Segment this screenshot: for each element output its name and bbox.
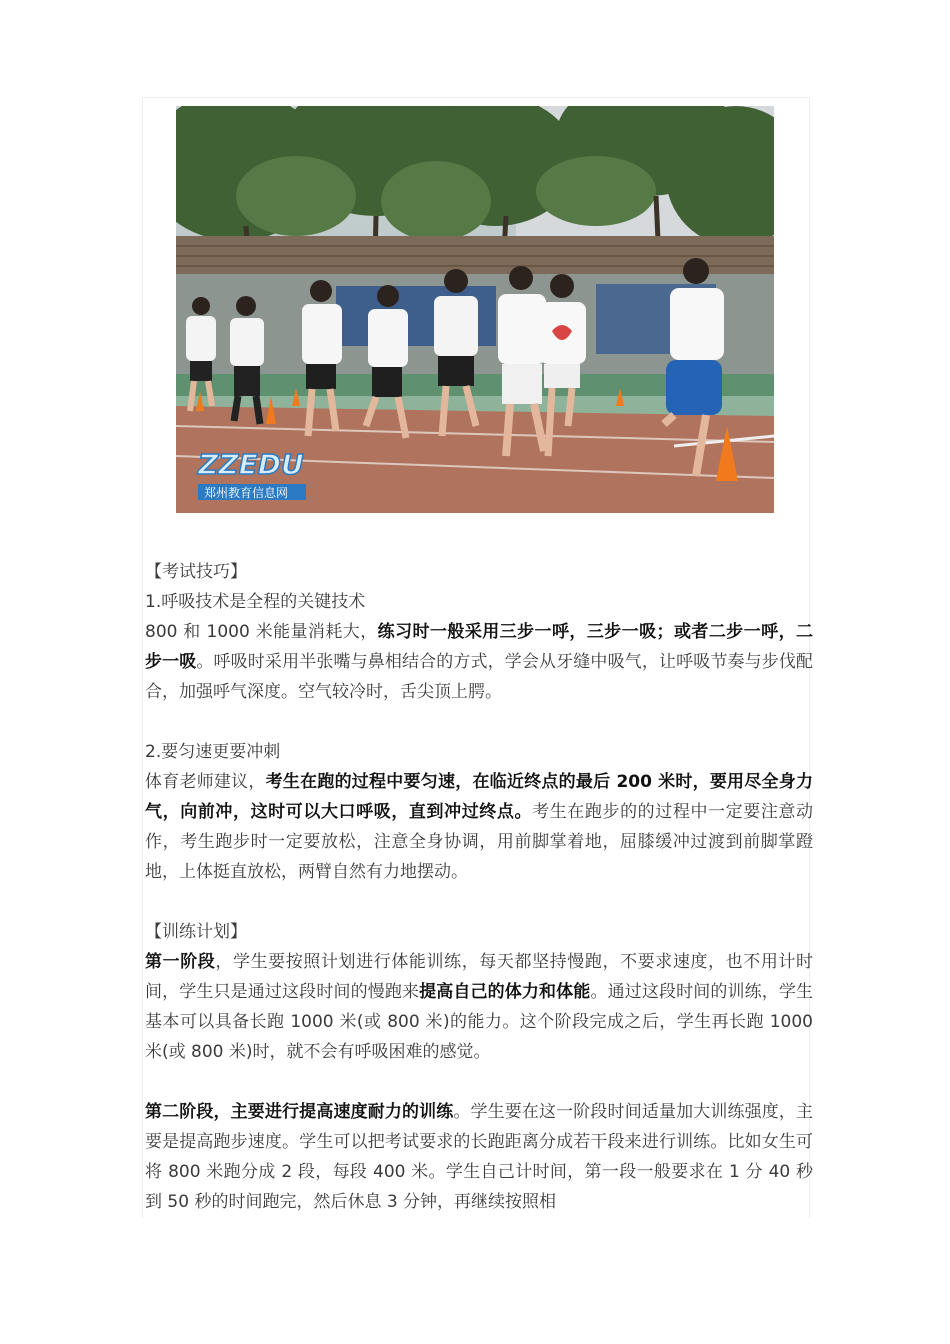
plan-heading: 【训练计划】: [145, 922, 247, 942]
tip1-title: 1.呼吸技术是全程的关键技术: [145, 592, 366, 612]
zzedu-logo: [197, 448, 306, 500]
photo-illustration: [176, 106, 774, 513]
logo-text: ZZEDU: [198, 448, 304, 481]
stage1-emphasis: 提高自己的体力和体能: [419, 982, 591, 1002]
stage2-paragraph: 第二阶段，主要进行提高速度耐力的训练。学生要在这一阶段时间适量加大训练强度，主要是提高跑步速度。学生可以把考试要求的长跑距离分成若干段来进行训练。比如女生可将 800 米跑分成 2 段，每段 400 米。学生自己计时间，第一段一般要求在 1 分 40 秒到 50 秒的时间跑完，然后休息 3 分钟，再继续按照相: [145, 1102, 814, 1212]
tip1-paragraph: 800 和 1000 米能量消耗大，练习时一般采用三步一呼，三步一吸；或者二步一呼，二步一吸。呼吸时采用半张嘴与鼻相结合的方式，学会从牙缝中吸气，让呼吸节奏与步伐配合，加强呼气深度。空气较冷时，舌尖顶上腭。: [145, 622, 814, 702]
stage1-label: 第一阶段: [145, 952, 216, 972]
stage1-paragraph: 第一阶段，学生要按照计划进行体能训练，每天都坚持慢跑，不要求速度，也不用计时间，学生只是通过这段时间的慢跑来提高自己的体力和体能。通过这段时间的训练，学生基本可以具备长跑 1000 米(或 800 米)的能力。这个阶段完成之后，学生再长跑 1000 米(或 800 米)时，就不会有呼吸困难的感觉。: [145, 952, 814, 1062]
article-body: [145, 557, 813, 1217]
running-students-photo: [176, 106, 774, 513]
tip2-title: 2.要匀速更要冲刺: [145, 742, 281, 762]
tip2-paragraph: 体育老师建议，考生在跑的过程中要匀速，在临近终点的最后 200 米时，要用尽全身力气，向前冲，这时可以大口呼吸，直到冲过终点。考生在跑步的的过程中一定要注意动作，考生跑步时一定要放松，注意全身协调，用前脚掌着地，屈膝缓冲过渡到前脚掌蹬地，上体挺直放松，两臂自然有力地摆动。: [145, 772, 814, 882]
stage2-label: 第二阶段，主要进行提高速度耐力的训练: [145, 1102, 454, 1122]
logo-subtext: 郑州教育信息网: [204, 486, 289, 500]
tip1-emphasis: 练习时一般采用三步一呼，三步一吸；或者二步一呼，二步一吸: [145, 622, 813, 672]
tips-heading: 【考试技巧】: [145, 562, 247, 582]
tip2-emphasis: 考生在跑的过程中要匀速，在临近终点的最后 200 米时，要用尽全身力气，向前冲，这时可以大口呼吸，直到冲过终点。: [145, 772, 813, 822]
